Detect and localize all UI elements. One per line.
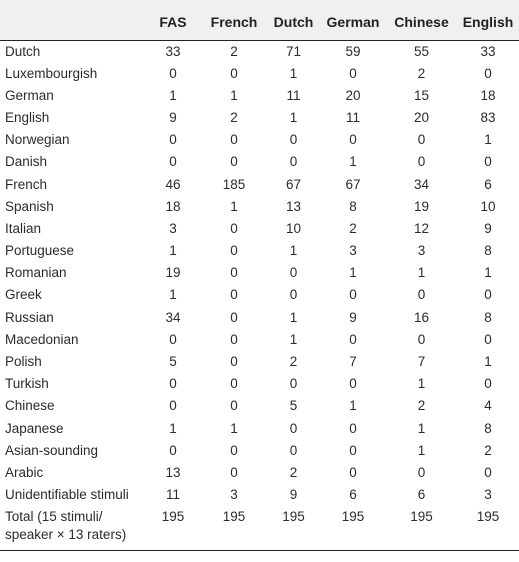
table-cell: 0 bbox=[169, 376, 177, 392]
table-cell: 0 bbox=[417, 287, 426, 303]
table-cell: 3 bbox=[169, 220, 177, 236]
table-row bbox=[0, 63, 519, 85]
table-cell: 0 bbox=[417, 331, 426, 347]
table-cell: 0 bbox=[230, 376, 238, 392]
row-label: Norwegian bbox=[5, 132, 70, 148]
table-row bbox=[0, 107, 519, 129]
table-cell: 1 bbox=[169, 420, 177, 436]
table-cell: 2 bbox=[484, 442, 492, 458]
table-row bbox=[0, 151, 519, 173]
table-cell: 0 bbox=[484, 464, 492, 480]
table-cell: 1 bbox=[289, 331, 298, 347]
table-cell: 33 bbox=[165, 43, 181, 59]
column-header-english: English bbox=[457, 0, 519, 40]
row-label: English bbox=[5, 109, 50, 125]
table-cell: 1 bbox=[289, 65, 298, 81]
table-cell: 19 bbox=[413, 198, 430, 214]
table-row bbox=[0, 462, 519, 484]
table-cell: 2 bbox=[289, 354, 298, 370]
table-cell: 8 bbox=[349, 198, 357, 214]
row-label: Unidentifiable stimuli bbox=[5, 487, 129, 503]
table-cell: 1 bbox=[484, 354, 492, 370]
table-cell: 0 bbox=[349, 331, 357, 347]
table-cell: 3 bbox=[349, 243, 357, 259]
table-cell: 0 bbox=[289, 420, 298, 436]
table-total-row bbox=[0, 506, 519, 551]
table-cell: 0 bbox=[230, 265, 238, 281]
table-cell: 1 bbox=[289, 309, 298, 325]
table-row bbox=[0, 373, 519, 395]
row-label: Romanian bbox=[5, 265, 67, 281]
row-label: Spanish bbox=[5, 198, 54, 214]
table-cell: 6 bbox=[349, 487, 357, 503]
table-cell: 8 bbox=[484, 420, 492, 436]
table-cell: 9 bbox=[169, 109, 177, 125]
row-label: Portuguese bbox=[5, 243, 75, 259]
column-header-dutch: Dutch bbox=[267, 0, 320, 40]
table-cell: 20 bbox=[413, 109, 430, 125]
table-cell: 1 bbox=[417, 376, 426, 392]
table-cell: 0 bbox=[169, 132, 177, 148]
table-cell: 10 bbox=[480, 198, 496, 214]
table-cell: 0 bbox=[169, 398, 177, 414]
table-cell: 83 bbox=[480, 109, 496, 125]
table-cell: 33 bbox=[480, 43, 496, 59]
column-header-german: German bbox=[320, 0, 386, 40]
table-cell: 1 bbox=[417, 442, 426, 458]
table-cell: 2 bbox=[417, 398, 426, 414]
table-row bbox=[0, 307, 519, 329]
row-label: Arabic bbox=[5, 464, 44, 480]
table-row bbox=[0, 196, 519, 218]
table-cell: 0 bbox=[484, 331, 492, 347]
column-header-label bbox=[0, 0, 145, 40]
table-cell: 13 bbox=[165, 464, 181, 480]
table-row bbox=[0, 418, 519, 440]
table-cell: 11 bbox=[286, 87, 301, 103]
table-cell: 0 bbox=[349, 287, 357, 303]
table-cell: 6 bbox=[417, 487, 426, 503]
table-cell: 0 bbox=[349, 376, 357, 392]
table-cell: 6 bbox=[484, 176, 492, 192]
row-label: Polish bbox=[5, 354, 42, 370]
table-cell: 16 bbox=[413, 309, 430, 325]
table-cell: 195 bbox=[386, 506, 457, 551]
table-cell: 0 bbox=[289, 442, 298, 458]
table-cell: 9 bbox=[289, 487, 298, 503]
row-label: Chinese bbox=[5, 398, 55, 414]
table-cell: 0 bbox=[417, 464, 426, 480]
table-cell: 1 bbox=[349, 398, 357, 414]
row-label: French bbox=[5, 176, 48, 192]
table-cell: 59 bbox=[345, 43, 361, 59]
table-cell: 1 bbox=[230, 87, 238, 103]
table-row bbox=[0, 40, 519, 63]
table-body bbox=[0, 40, 519, 551]
row-label: Dutch bbox=[5, 43, 41, 59]
table-cell: 0 bbox=[349, 65, 357, 81]
table-cell: 1 bbox=[230, 420, 238, 436]
table-cell: 3 bbox=[230, 487, 238, 503]
table-cell: 1 bbox=[417, 265, 426, 281]
table-cell: 55 bbox=[413, 43, 430, 59]
table-row bbox=[0, 240, 519, 262]
table-cell: 0 bbox=[484, 287, 492, 303]
table-cell: 1 bbox=[484, 265, 492, 281]
table-cell: 195 bbox=[320, 506, 386, 551]
table-cell: 0 bbox=[230, 398, 238, 414]
table-cell: 12 bbox=[413, 220, 430, 236]
table-cell: 0 bbox=[230, 220, 238, 236]
table-cell: 1 bbox=[349, 154, 357, 170]
table-cell: 7 bbox=[349, 354, 357, 370]
table-cell: 46 bbox=[165, 176, 181, 192]
table-header-row bbox=[0, 0, 519, 40]
table-cell: 67 bbox=[285, 176, 302, 192]
table-cell: 8 bbox=[484, 243, 492, 259]
table-cell: 18 bbox=[165, 198, 181, 214]
table-row bbox=[0, 262, 519, 284]
table-cell: 0 bbox=[484, 154, 492, 170]
table-cell: 2 bbox=[417, 65, 426, 81]
row-label: Italian bbox=[5, 220, 42, 236]
table-cell: 0 bbox=[230, 464, 238, 480]
table-cell: 67 bbox=[345, 176, 361, 192]
table-cell: 20 bbox=[345, 87, 361, 103]
row-label: Russian bbox=[5, 309, 54, 325]
table-cell: 0 bbox=[230, 309, 238, 325]
table-cell: 18 bbox=[480, 87, 496, 103]
table-cell: 0 bbox=[230, 442, 238, 458]
row-label: Turkish bbox=[5, 376, 49, 392]
table-cell: 1 bbox=[169, 243, 177, 259]
table-cell: 3 bbox=[484, 487, 492, 503]
column-header-chinese: Chinese bbox=[386, 0, 457, 40]
row-label: Asian-sounding bbox=[5, 442, 99, 458]
table-cell: 1 bbox=[230, 198, 238, 214]
table-row bbox=[0, 173, 519, 195]
column-header-french: French bbox=[201, 0, 267, 40]
table-cell: 34 bbox=[165, 309, 181, 325]
table-cell: 2 bbox=[230, 43, 238, 59]
row-label: Total (15 stimuli/ speaker × 13 raters) bbox=[0, 506, 145, 551]
table-cell: 195 bbox=[267, 506, 320, 551]
table-cell: 11 bbox=[165, 487, 180, 503]
table-cell: 19 bbox=[165, 265, 181, 281]
table-cell: 0 bbox=[230, 132, 238, 148]
table-cell: 10 bbox=[285, 220, 302, 236]
table-cell: 0 bbox=[349, 132, 357, 148]
table-row bbox=[0, 484, 519, 506]
table-cell: 34 bbox=[413, 176, 430, 192]
table-cell: 185 bbox=[222, 176, 246, 192]
table-cell: 0 bbox=[484, 376, 492, 392]
row-label: Macedonian bbox=[5, 331, 79, 347]
table-cell: 1 bbox=[417, 420, 426, 436]
table-cell: 195 bbox=[457, 506, 519, 551]
table-cell: 13 bbox=[285, 198, 302, 214]
table-cell: 7 bbox=[417, 354, 426, 370]
table-cell: 0 bbox=[289, 287, 298, 303]
table-cell: 0 bbox=[169, 65, 177, 81]
table-cell: 71 bbox=[285, 43, 302, 59]
table-cell: 0 bbox=[230, 154, 238, 170]
table-cell: 9 bbox=[484, 220, 492, 236]
table-cell: 0 bbox=[349, 464, 357, 480]
table-cell: 0 bbox=[230, 65, 238, 81]
table-cell: 0 bbox=[349, 420, 357, 436]
table-cell: 0 bbox=[289, 132, 298, 148]
table-cell: 0 bbox=[230, 354, 238, 370]
row-label: Luxembourgish bbox=[5, 65, 98, 81]
table-row bbox=[0, 284, 519, 306]
table-cell: 15 bbox=[413, 87, 430, 103]
table-cell: 0 bbox=[289, 376, 298, 392]
table-cell: 2 bbox=[349, 220, 357, 236]
table-row bbox=[0, 329, 519, 351]
table-row bbox=[0, 440, 519, 462]
table-cell: 0 bbox=[417, 132, 426, 148]
table-cell: 11 bbox=[345, 109, 360, 125]
table-cell: 4 bbox=[484, 398, 492, 414]
table-cell: 0 bbox=[289, 154, 298, 170]
table-cell: 5 bbox=[289, 398, 298, 414]
table-row bbox=[0, 85, 519, 107]
table-cell: 5 bbox=[169, 354, 177, 370]
table-cell: 195 bbox=[145, 506, 201, 551]
table-cell: 0 bbox=[349, 442, 357, 458]
table-cell: 2 bbox=[230, 109, 238, 125]
table-cell: 1 bbox=[289, 243, 298, 259]
table-cell: 0 bbox=[230, 243, 238, 259]
table-row bbox=[0, 218, 519, 240]
table-cell: 0 bbox=[484, 65, 492, 81]
table-cell: 3 bbox=[417, 243, 426, 259]
table-cell: 1 bbox=[169, 287, 177, 303]
table-cell: 1 bbox=[349, 265, 357, 281]
row-label: German bbox=[5, 87, 54, 103]
table-cell: 9 bbox=[349, 309, 357, 325]
row-label: Japanese bbox=[5, 420, 64, 436]
table-row bbox=[0, 129, 519, 151]
table-cell: 0 bbox=[230, 331, 238, 347]
column-header-fas: FAS bbox=[145, 0, 201, 40]
table-cell: 0 bbox=[230, 287, 238, 303]
table-cell: 0 bbox=[169, 442, 177, 458]
table-cell: 1 bbox=[289, 109, 298, 125]
row-label: Danish bbox=[5, 154, 48, 170]
table-cell: 0 bbox=[169, 331, 177, 347]
table-row bbox=[0, 395, 519, 417]
table-cell: 8 bbox=[484, 309, 492, 325]
table-cell: 0 bbox=[417, 154, 426, 170]
table-cell: 1 bbox=[169, 87, 177, 103]
row-label: Greek bbox=[5, 287, 42, 303]
table-cell: 0 bbox=[289, 265, 298, 281]
table-cell: 195 bbox=[201, 506, 267, 551]
table-cell: 0 bbox=[169, 154, 177, 170]
table-row bbox=[0, 351, 519, 373]
table-cell: 2 bbox=[289, 464, 298, 480]
table-cell: 1 bbox=[484, 132, 492, 148]
